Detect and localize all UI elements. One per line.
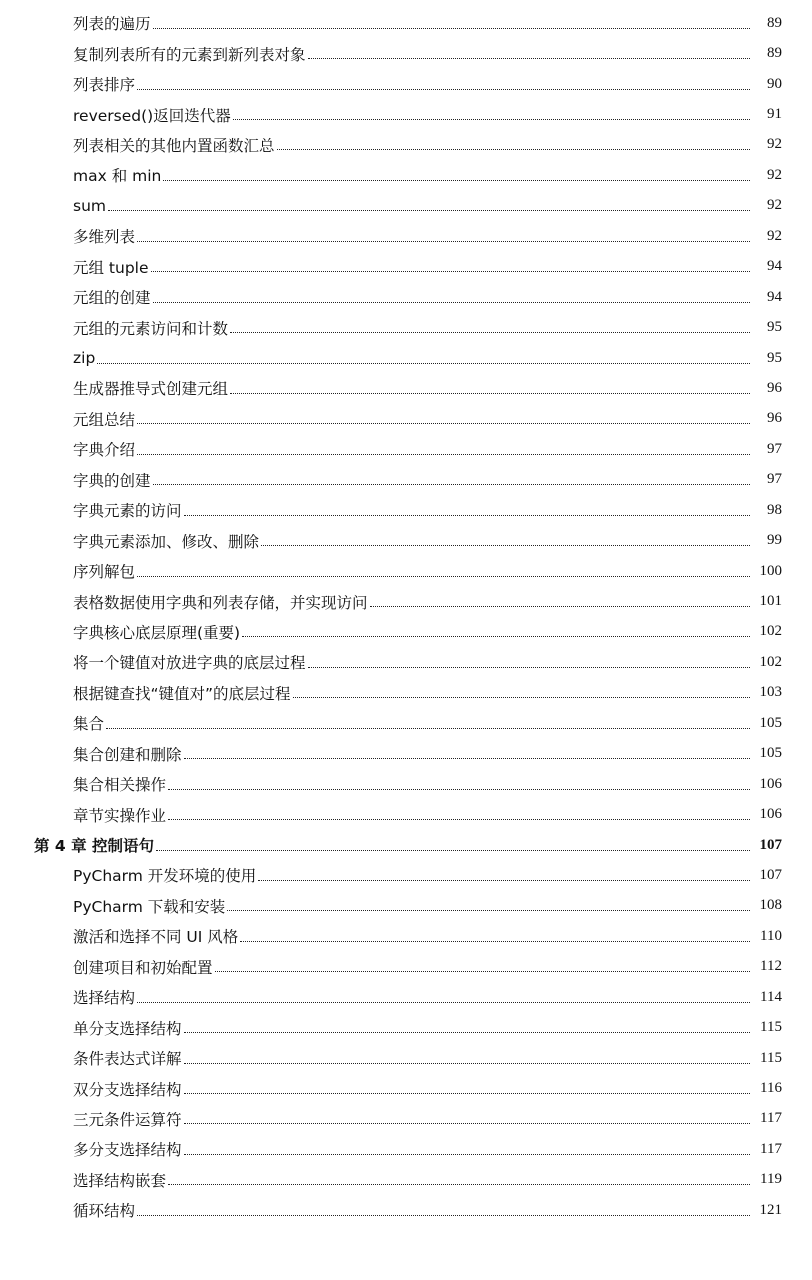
dot-leader [184, 1093, 750, 1094]
toc-entry[interactable] [0, 38, 812, 68]
toc-entry-title: 创建项目和初始配置 [73, 958, 213, 977]
toc-entry-page-number: 95 [767, 349, 782, 366]
toc-entry[interactable] [0, 982, 812, 1012]
toc-entry-title: 单分支选择结构 [73, 1019, 182, 1038]
toc-entry-title: max 和 min [73, 167, 162, 186]
dot-leader [184, 1154, 750, 1155]
dot-leader [151, 271, 750, 272]
dot-leader [293, 697, 750, 698]
toc-entry-page-number: 114 [760, 988, 782, 1005]
dot-leader [137, 454, 750, 455]
toc-entry-page-number: 95 [767, 319, 782, 336]
dot-leader [153, 28, 750, 29]
toc-entry[interactable] [0, 1104, 812, 1134]
dot-leader [308, 667, 750, 668]
toc-entry-page-number: 97 [767, 440, 782, 457]
toc-entry[interactable] [0, 69, 812, 99]
toc-entry-title: 元组 tuple [73, 258, 149, 277]
toc-entry-page-number: 102 [759, 623, 782, 640]
toc-entry-title: 根据键查找“键值对”的底层过程 [73, 684, 291, 703]
toc-entry-page-number: 107 [759, 866, 782, 883]
toc-entry[interactable] [0, 952, 812, 982]
toc-entry-title: 列表排序 [73, 76, 136, 95]
toc-entry-title: 列表的遍历 [73, 15, 151, 34]
toc-entry-title: 集合 [73, 715, 105, 734]
toc-entry-page-number: 103 [759, 684, 782, 701]
toc-entry[interactable] [0, 465, 812, 495]
dot-leader [258, 880, 750, 881]
toc-entry[interactable] [0, 586, 812, 616]
dot-leader [184, 1063, 750, 1064]
toc-entry-title: 字典介绍 [73, 441, 136, 460]
dot-leader [184, 1032, 750, 1033]
toc-entry[interactable] [0, 99, 812, 129]
toc-entry-page-number: 91 [767, 106, 782, 123]
dot-leader [227, 910, 750, 911]
toc-entry-page-number: 94 [767, 258, 782, 275]
toc-entry[interactable] [0, 160, 812, 190]
toc-entry-page-number: 121 [759, 1201, 782, 1218]
toc-entry-title: 表格数据使用字典和列表存储，并实现访问 [73, 593, 368, 612]
toc-entry-title: zip [73, 349, 96, 368]
toc-entry-title: 三元条件运算符 [73, 1110, 182, 1129]
toc-entry-page-number: 94 [767, 288, 782, 305]
toc-entry-page-number: 105 [759, 745, 782, 762]
dot-leader [184, 758, 750, 759]
toc-entry-title: 元组的创建 [73, 289, 151, 308]
toc-entry-page-number: 101 [759, 593, 782, 610]
toc-entry[interactable] [0, 1043, 812, 1073]
dot-leader [137, 1215, 750, 1216]
toc-entry[interactable] [0, 921, 812, 951]
toc-entry-page-number: 92 [767, 227, 782, 244]
toc-entry-page-number: 105 [759, 714, 782, 731]
toc-entry-title: 集合相关操作 [73, 776, 167, 795]
toc-entry[interactable] [0, 617, 812, 647]
toc-entry-page-number: 89 [767, 14, 782, 31]
toc-entry-title: 字典的创建 [73, 471, 151, 490]
toc-entry[interactable] [0, 252, 812, 282]
toc-entry-title: 复制列表所有的元素到新列表对象 [73, 45, 306, 64]
toc-entry[interactable] [0, 130, 812, 160]
toc-entry[interactable] [0, 647, 812, 677]
dot-leader [163, 180, 750, 181]
toc-entry[interactable] [0, 312, 812, 342]
dot-leader [97, 363, 750, 364]
toc-entry-title: 第 4 章 控制语句 [34, 837, 154, 856]
dot-leader [230, 393, 750, 394]
dot-leader [184, 515, 750, 516]
toc-entry-title: 激活和选择不同 UI 风格 [73, 928, 239, 947]
toc-entry-title: 条件表达式详解 [73, 1050, 182, 1069]
dot-leader [277, 149, 750, 150]
toc-entry-title: 列表相关的其他内置函数汇总 [73, 136, 275, 155]
toc-entry[interactable] [0, 525, 812, 555]
dot-leader [106, 728, 750, 729]
toc-entry[interactable] [0, 1134, 812, 1164]
toc-entry[interactable] [0, 404, 812, 434]
toc-entry-title: 元组的元素访问和计数 [73, 319, 229, 338]
toc-entry-page-number: 117 [760, 1110, 782, 1127]
dot-leader [261, 545, 750, 546]
dot-leader [230, 332, 750, 333]
toc-entry-page-number: 119 [760, 1171, 782, 1188]
toc-entry-page-number: 90 [767, 75, 782, 92]
toc-entry-page-number: 117 [760, 1140, 782, 1157]
toc-entry-page-number: 92 [767, 197, 782, 214]
toc-entry-title: 多维列表 [73, 228, 136, 247]
dot-leader [215, 971, 750, 972]
toc-entry-page-number: 89 [767, 45, 782, 62]
toc-entry[interactable] [0, 556, 812, 586]
dot-leader [137, 576, 750, 577]
dot-leader [242, 636, 750, 637]
toc-entry-page-number: 110 [760, 927, 782, 944]
dot-leader [137, 423, 750, 424]
dot-leader [240, 941, 750, 942]
toc-entry[interactable] [0, 1195, 812, 1225]
toc-entry-title: 字典核心底层原理(重要) [73, 623, 241, 642]
toc-entry[interactable] [0, 343, 812, 373]
dot-leader [137, 89, 750, 90]
dot-leader [168, 1184, 750, 1185]
toc-entry[interactable] [0, 739, 812, 769]
toc-entry[interactable] [0, 891, 812, 921]
toc-entry[interactable] [0, 434, 812, 464]
toc-entry-page-number: 108 [759, 897, 782, 914]
toc-entry[interactable] [0, 860, 812, 890]
dot-leader [308, 58, 750, 59]
toc-entry-title: PyCharm 下载和安装 [73, 897, 226, 916]
toc-entry-page-number: 115 [760, 1049, 782, 1066]
dot-leader [233, 119, 750, 120]
dot-leader [153, 484, 750, 485]
toc-entry-title: PyCharm 开发环境的使用 [73, 867, 257, 886]
toc-entry-title: reversed()返回迭代器 [73, 106, 231, 125]
toc-entry-title: 章节实操作业 [73, 806, 167, 825]
dot-leader [108, 210, 750, 211]
toc-entry[interactable] [0, 678, 812, 708]
toc-entry[interactable] [0, 221, 812, 251]
toc-entry-title: 字典元素的访问 [73, 502, 182, 521]
dot-leader [184, 1123, 750, 1124]
toc-entry-title: sum [73, 196, 106, 215]
toc-entry-page-number: 92 [767, 166, 782, 183]
toc-entry-title: 选择结构 [73, 989, 136, 1008]
toc-entry-page-number: 100 [759, 562, 782, 579]
dot-leader [370, 606, 750, 607]
toc-entry[interactable] [0, 769, 812, 799]
toc-entry-title: 序列解包 [73, 563, 136, 582]
toc-entry[interactable] [0, 495, 812, 525]
toc-entry-page-number: 115 [760, 1019, 782, 1036]
toc-entry-title: 将一个键值对放进字典的底层过程 [73, 654, 306, 673]
dot-leader [137, 1002, 750, 1003]
table-of-contents [0, 8, 812, 1226]
toc-entry-page-number: 112 [760, 958, 782, 975]
toc-entry-title: 元组总结 [73, 410, 136, 429]
toc-chapter-entry[interactable] [0, 830, 812, 860]
toc-entry-page-number: 96 [767, 410, 782, 427]
toc-entry[interactable] [0, 8, 812, 38]
toc-entry-title: 多分支选择结构 [73, 1141, 182, 1160]
dot-leader [168, 789, 750, 790]
toc-entry[interactable] [0, 708, 812, 738]
toc-entry-page-number: 107 [759, 836, 782, 853]
toc-entry-page-number: 98 [767, 501, 782, 518]
toc-entry-page-number: 102 [759, 653, 782, 670]
toc-entry[interactable] [0, 282, 812, 312]
toc-entry[interactable] [0, 799, 812, 829]
toc-entry-title: 集合创建和删除 [73, 745, 182, 764]
toc-entry[interactable] [0, 1165, 812, 1195]
toc-entry-title: 生成器推导式创建元组 [73, 380, 229, 399]
toc-entry-title: 循环结构 [73, 1202, 136, 1221]
toc-entry-page-number: 116 [760, 1080, 782, 1097]
toc-entry[interactable] [0, 1012, 812, 1042]
dot-leader [168, 819, 750, 820]
dot-leader [156, 850, 750, 851]
toc-entry-page-number: 96 [767, 379, 782, 396]
toc-entry-title: 双分支选择结构 [73, 1080, 182, 1099]
dot-leader [137, 241, 750, 242]
toc-entry-page-number: 97 [767, 471, 782, 488]
dot-leader [153, 302, 750, 303]
toc-entry-page-number: 106 [759, 806, 782, 823]
toc-entry-title: 字典元素添加、修改、删除 [73, 532, 260, 551]
toc-entry-page-number: 92 [767, 136, 782, 153]
toc-entry[interactable] [0, 191, 812, 221]
toc-entry[interactable] [0, 373, 812, 403]
toc-entry[interactable] [0, 1073, 812, 1103]
toc-entry-title: 选择结构嵌套 [73, 1171, 167, 1190]
toc-entry-page-number: 106 [759, 775, 782, 792]
toc-entry-page-number: 99 [767, 532, 782, 549]
